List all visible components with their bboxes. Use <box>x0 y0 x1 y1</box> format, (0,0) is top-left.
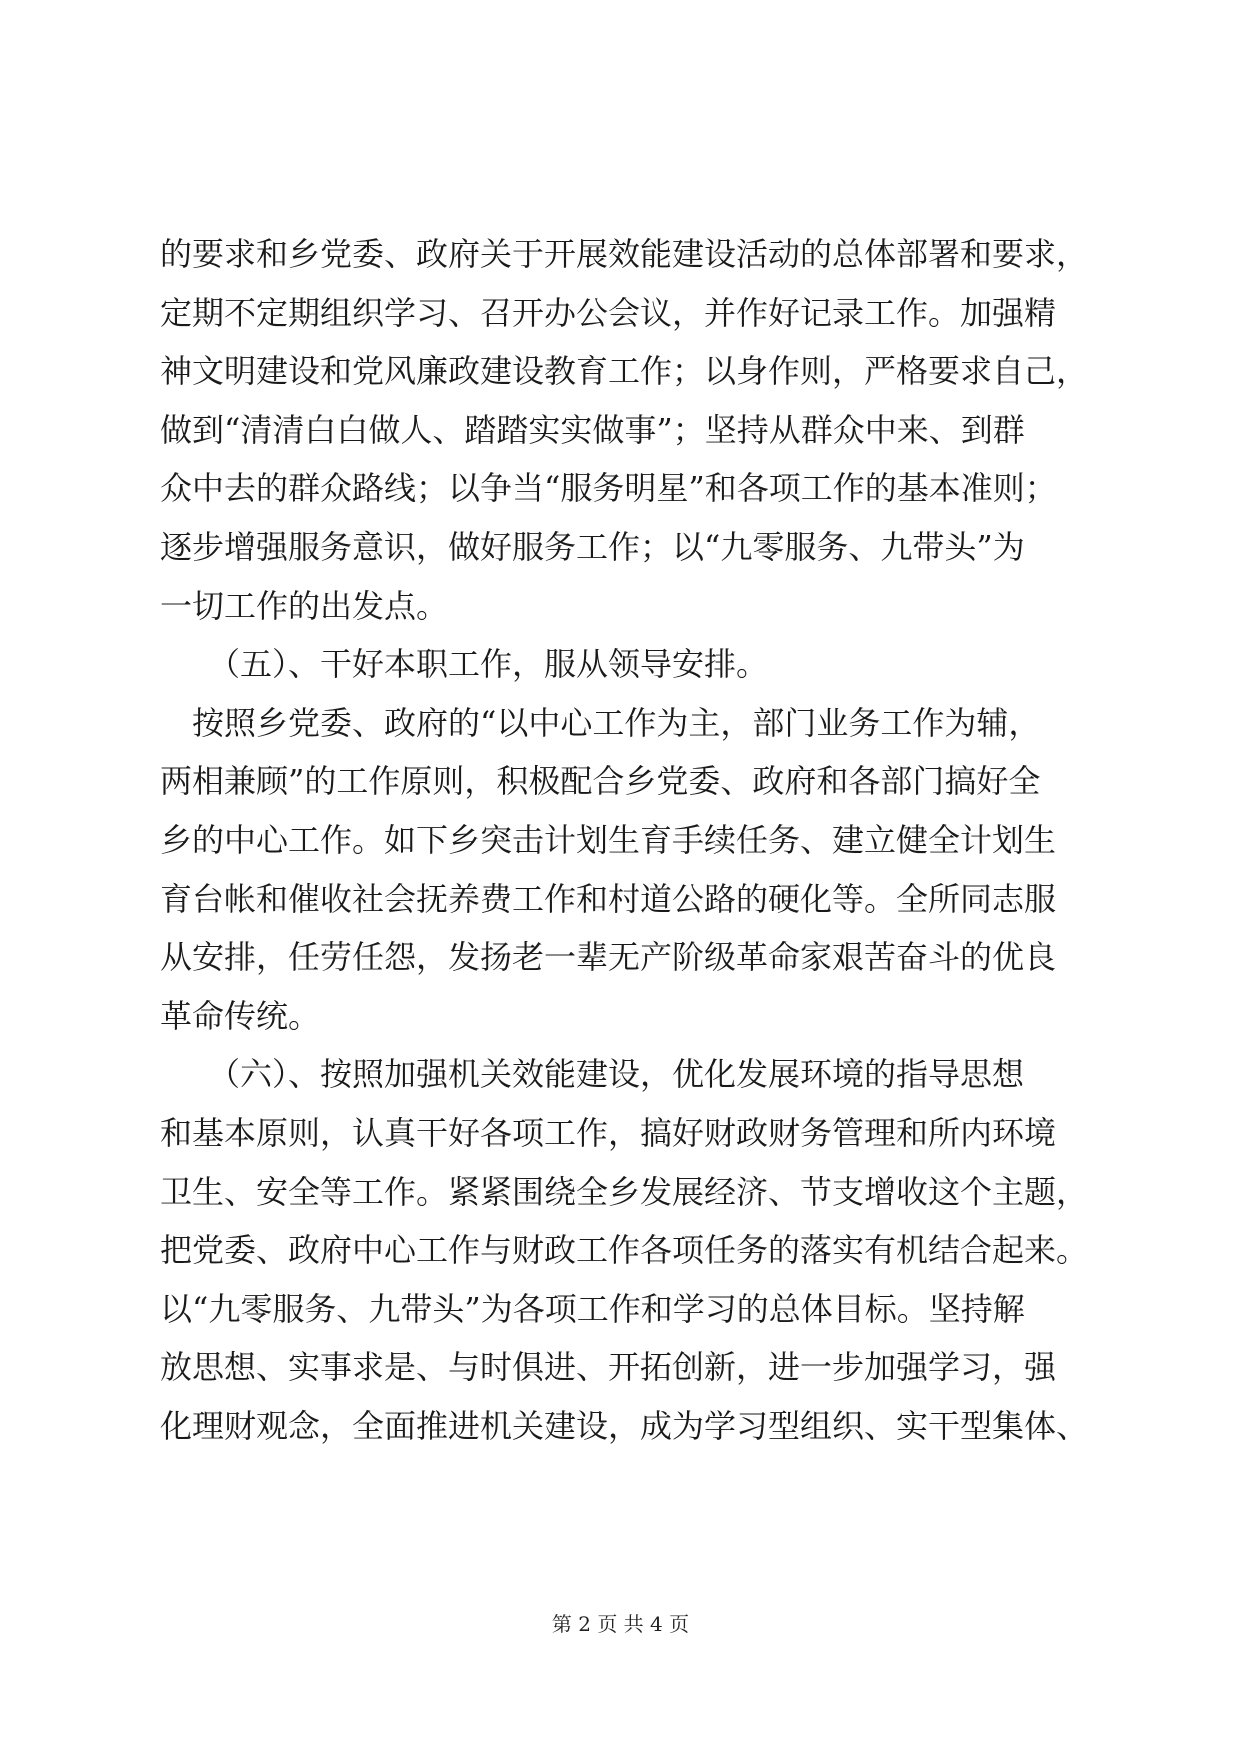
text-line: 乡的中心工作。如下乡突击计划生育手续任务、建立健全计划生 <box>160 820 1057 859</box>
text-line: 两相兼顾”的工作原则，积极配合乡党委、政府和各部门搞好全 <box>160 762 1041 801</box>
body-text <box>160 225 1110 1455</box>
text-line: 卫生、安全等工作。紧紧围绕全乡发展经济、节支增收这个主题， <box>160 1172 1089 1211</box>
text-line: 以“九零服务、九带头”为各项工作和学习的总体目标。坚持解 <box>160 1289 1025 1328</box>
text-line: 和基本原则，认真干好各项工作，搞好财政财务管理和所内环境 <box>160 1113 1057 1152</box>
text-line: 做到“清清白白做人、踏踏实实做事”；坚持从群众中来、到群 <box>160 410 1025 449</box>
text-line: 逐步增强服务意识，做好服务工作；以“九零服务、九带头”为 <box>160 527 1025 566</box>
text-line: 从安排，任劳任怨，发扬老一辈无产阶级革命家艰苦奋斗的优良 <box>160 938 1057 977</box>
text-line: 化理财观念，全面推进机关建设，成为学习型组织、实干型集体、 <box>160 1406 1089 1445</box>
text-line: 众中去的群众路线；以争当“服务明星”和各项工作的基本准则； <box>160 469 1057 508</box>
text-line: 把党委、政府中心工作与财政工作各项任务的落实有机结合起来。 <box>160 1231 1089 1270</box>
page-footer: 第 2 页 共 4 页 <box>551 1612 690 1636</box>
text-line: 按照乡党委、政府的“以中心工作为主，部门业务工作为辅， <box>160 703 1041 742</box>
text-line: 一切工作的出发点。 <box>160 586 449 625</box>
section-heading: （六）、按照加强机关效能建设，优化发展环境的指导思想 <box>160 1055 1025 1094</box>
text-line: 定期不定期组织学习、召开办公会议，并作好记录工作。加强精 <box>160 293 1057 332</box>
section-heading: （五）、干好本职工作，服从领导安排。 <box>160 645 769 684</box>
text-line: 育台帐和催收社会抚养费工作和村道公路的硬化等。全所同志服 <box>160 879 1057 918</box>
text-line: 放思想、实事求是、与时俱进、开拓创新，进一步加强学习，强 <box>160 1348 1057 1387</box>
text-line: 神文明建设和党风廉政建设教育工作；以身作则，严格要求自己， <box>160 352 1089 391</box>
text-line: 的要求和乡党委、政府关于开展效能建设活动的总体部署和要求， <box>160 235 1089 273</box>
text-line: 革命传统。 <box>160 996 321 1035</box>
